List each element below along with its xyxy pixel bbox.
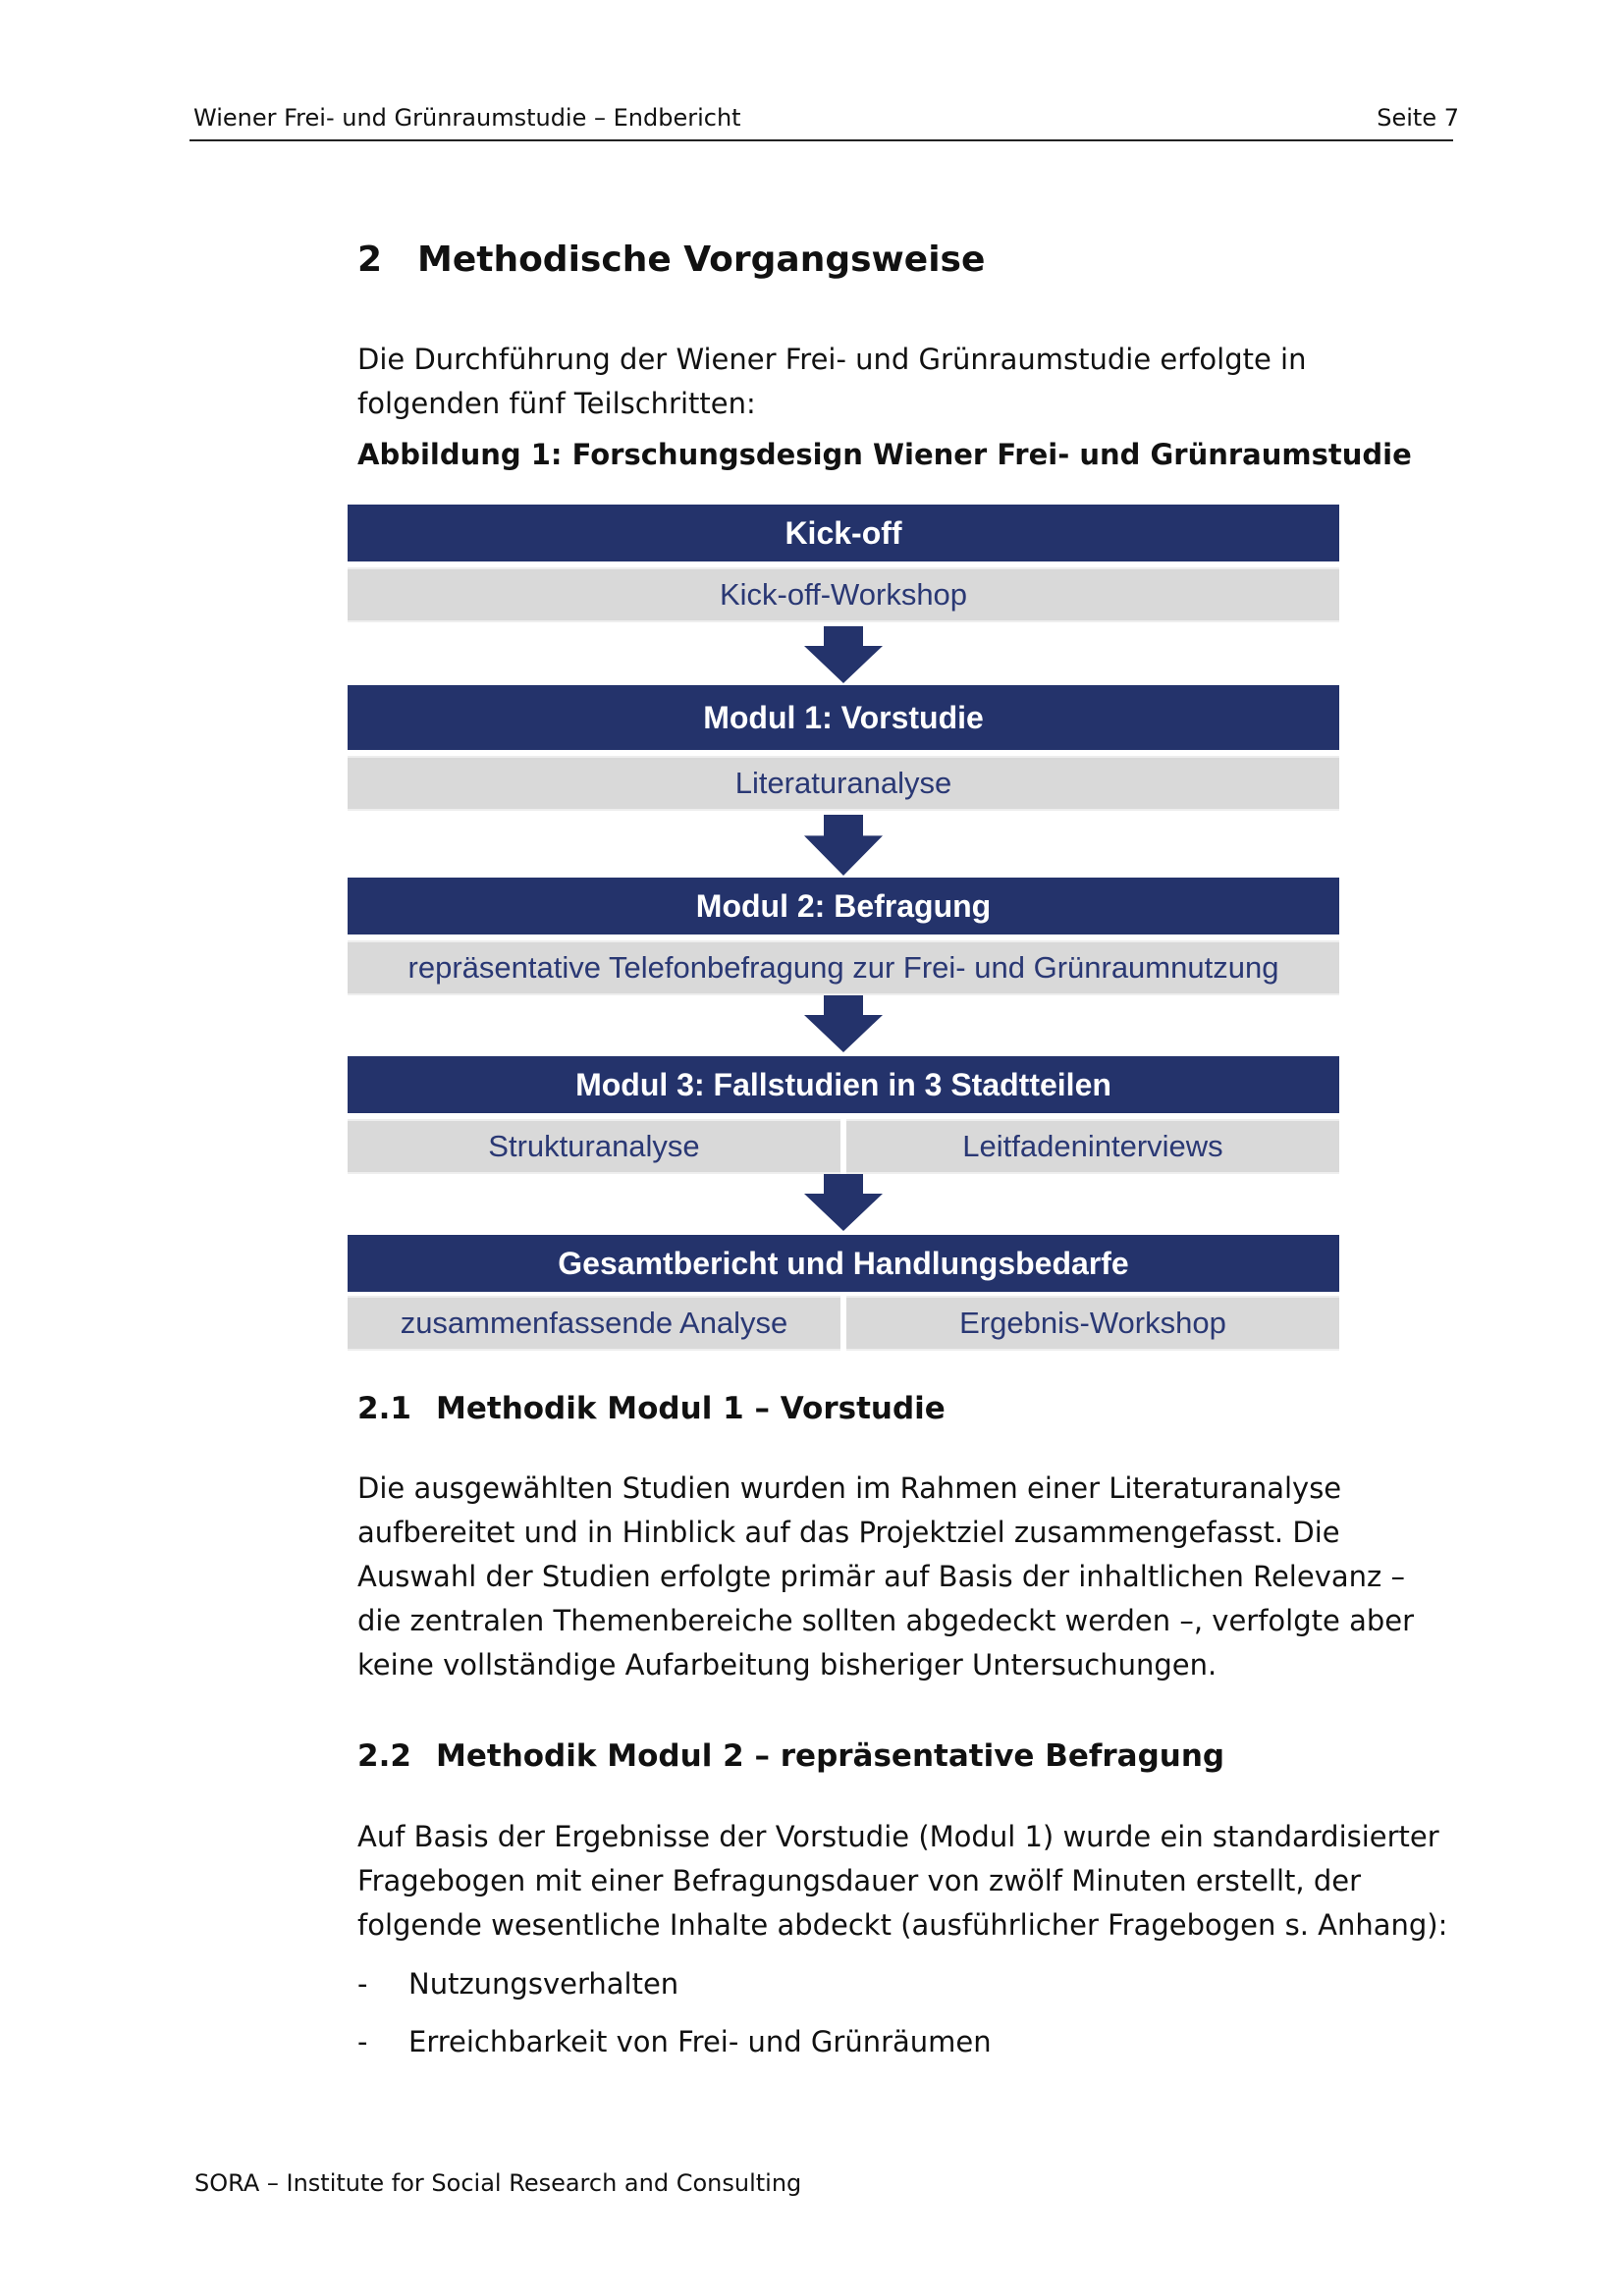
- down-arrow-icon: [804, 1174, 883, 1231]
- step-kickoff-item: Kick-off-Workshop: [348, 569, 1339, 620]
- step-modul1-header: Modul 1: Vorstudie: [348, 685, 1339, 750]
- figure-caption: Abbildung 1: Forschungsdesign Wiener Frei- und Grünraumstudie: [357, 438, 1412, 471]
- subsection-2-1-text: Die ausgewählten Studien wurden im Rahmen einer Literaturanalyse aufbereitet und in Hinblick auf das Projektziel zusammengefasst. Die Auswahl der Studien erfolgte primär auf Basis der inhaltlichen Relevanz – die zentralen Themenbereiche sollten abgedeckt werden –, verfolgte aber keine vollständige Aufarbeitung bisheriger Untersuchungen.: [357, 1471, 1415, 1682]
- down-arrow-icon: [804, 626, 883, 683]
- step-modul3-header: Modul 3: Fallstudien in 3 Stadtteilen: [348, 1056, 1339, 1113]
- list-item-text: Nutzungsverhalten: [408, 1967, 679, 2001]
- step-modul2-item: repräsentative Telefonbefragung zur Frei- und Grünraumnutzung: [348, 942, 1339, 993]
- subsection-title: Methodik Modul 2 – repräsentative Befragung: [436, 1738, 1225, 1774]
- step-modul1-item: Literaturanalyse: [348, 758, 1339, 809]
- list-item: - Nutzungsverhalten: [357, 1967, 679, 2001]
- step-modul3-item-2: Leitfadeninterviews: [846, 1121, 1339, 1172]
- section-intro: Die Durchführung der Wiener Frei- und Grünraumstudie erfolgte in folgenden fünf Teilschritten:: [357, 343, 1307, 420]
- page-footer: SORA – Institute for Social Research and Consulting: [194, 2169, 802, 2197]
- subsection-title: Methodik Modul 1 – Vorstudie: [436, 1391, 946, 1426]
- down-arrow-icon: [804, 815, 883, 876]
- section-title: Methodische Vorgangsweise: [417, 240, 986, 280]
- list-item-text: Erreichbarkeit von Frei- und Grünräumen: [408, 2025, 992, 2058]
- page-number: Seite 7: [1377, 104, 1459, 132]
- section-heading: [357, 240, 985, 280]
- list-item: - Erreichbarkeit von Frei- und Grünräumen: [357, 2025, 992, 2058]
- step-kickoff-header: Kick-off: [348, 505, 1339, 561]
- subsection-heading-2-1: [357, 1391, 946, 1426]
- step-modul3-item-1: Strukturanalyse: [348, 1121, 840, 1172]
- down-arrow-icon: [804, 995, 883, 1052]
- step-modul2-header: Modul 2: Befragung: [348, 878, 1339, 934]
- section-number: 2: [357, 240, 383, 280]
- subsection-number: 2.2: [357, 1738, 411, 1774]
- header-title: Wiener Frei- und Grünraumstudie – Endbericht: [193, 104, 741, 132]
- step-final-item-2: Ergebnis-Workshop: [846, 1298, 1339, 1349]
- step-final-item-1: zusammenfassende Analyse: [348, 1298, 840, 1349]
- subsection-2-2-text: Auf Basis der Ergebnisse der Vorstudie (Modul 1) wurde ein standardisierter Fragebogen mit einer Befragungsdauer von zwölf Minuten erstellt, der folgende wesentliche Inhalte abdeckt (ausführlicher Fragebogen s. Anhang):: [357, 1820, 1448, 1942]
- page-header: [189, 102, 1459, 141]
- subsection-heading-2-2: [357, 1738, 1224, 1774]
- step-final-header: Gesamtbericht und Handlungsbedarfe: [348, 1235, 1339, 1292]
- subsection-number: 2.1: [357, 1391, 411, 1426]
